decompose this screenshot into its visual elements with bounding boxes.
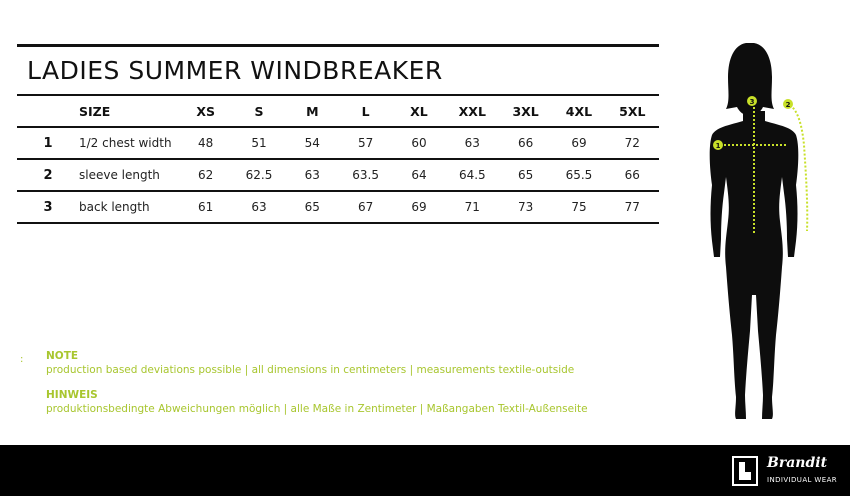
table-cell: 75 bbox=[552, 191, 605, 223]
table-cell: 67 bbox=[339, 191, 392, 223]
row-number: 2 bbox=[17, 159, 79, 191]
table-cell: 63 bbox=[232, 191, 285, 223]
table-cell: 66 bbox=[606, 159, 659, 191]
brand-tagline: INDIVIDUAL WEAR bbox=[767, 476, 838, 484]
figure-body bbox=[710, 111, 799, 419]
table-cell: 60 bbox=[392, 127, 445, 159]
size-header: 5XL bbox=[606, 96, 659, 127]
top-rule bbox=[17, 44, 659, 47]
table-header-row bbox=[17, 96, 659, 127]
hinweis-heading: HINWEIS bbox=[46, 389, 98, 401]
measurement-label: 1/2 chest width bbox=[79, 127, 179, 159]
table-cell: 61 bbox=[179, 191, 232, 223]
measurement-figure bbox=[690, 35, 830, 435]
table-cell: 65 bbox=[499, 159, 552, 191]
marker-1-label: 1 bbox=[715, 142, 721, 150]
table-cell: 62.5 bbox=[232, 159, 285, 191]
size-header: 4XL bbox=[552, 96, 605, 127]
table-row bbox=[17, 159, 659, 191]
table-cell: 72 bbox=[606, 127, 659, 159]
table-cell: 66 bbox=[499, 127, 552, 159]
note-heading: NOTE bbox=[46, 350, 79, 362]
table-cell: 51 bbox=[232, 127, 285, 159]
size-table bbox=[17, 96, 659, 224]
table-cell: 57 bbox=[339, 127, 392, 159]
table-cell: 73 bbox=[499, 191, 552, 223]
table-row bbox=[17, 127, 659, 159]
row-number: 1 bbox=[17, 127, 79, 159]
size-header: S bbox=[232, 96, 285, 127]
marker-2-label: 2 bbox=[785, 101, 791, 109]
table-cell: 54 bbox=[286, 127, 339, 159]
footer-bar bbox=[0, 445, 850, 496]
size-label: SIZE bbox=[79, 96, 179, 127]
table-cell: 65.5 bbox=[552, 159, 605, 191]
marker-3-label: 3 bbox=[749, 98, 755, 106]
table-cell: 71 bbox=[446, 191, 499, 223]
size-header: 3XL bbox=[499, 96, 552, 127]
table-cell: 48 bbox=[179, 127, 232, 159]
row-number: 3 bbox=[17, 191, 79, 223]
size-header: L bbox=[339, 96, 392, 127]
table-cell: 69 bbox=[392, 191, 445, 223]
header-spacer bbox=[17, 96, 79, 127]
table-cell: 65 bbox=[286, 191, 339, 223]
size-header: XL bbox=[392, 96, 445, 127]
table-cell: 62 bbox=[179, 159, 232, 191]
hinweis-text: produktionsbedingte Abweichungen möglich | alle Maße in Zentimeter | Maßangaben Textil-Außenseite bbox=[46, 403, 588, 415]
measurement-label: back length bbox=[79, 191, 179, 223]
table-cell: 63 bbox=[286, 159, 339, 191]
table-cell: 69 bbox=[552, 127, 605, 159]
size-header: XS bbox=[179, 96, 232, 127]
table-cell: 77 bbox=[606, 191, 659, 223]
table-row bbox=[17, 191, 659, 223]
notes-section bbox=[46, 350, 588, 416]
size-header: M bbox=[286, 96, 339, 127]
brandit-logo-icon bbox=[732, 456, 758, 486]
note-text: production based deviations possible | all dimensions in centimeters | measurements textile-outside bbox=[46, 364, 575, 376]
table-cell: 63 bbox=[446, 127, 499, 159]
page-title: LADIES SUMMER WINDBREAKER bbox=[27, 56, 443, 85]
size-header: XXL bbox=[446, 96, 499, 127]
brand-name: Brandit bbox=[767, 455, 828, 471]
table-cell: 64.5 bbox=[446, 159, 499, 191]
measurement-label: sleeve length bbox=[79, 159, 179, 191]
table-cell: 63.5 bbox=[339, 159, 392, 191]
table-cell: 64 bbox=[392, 159, 445, 191]
note-marker: : bbox=[20, 354, 24, 365]
